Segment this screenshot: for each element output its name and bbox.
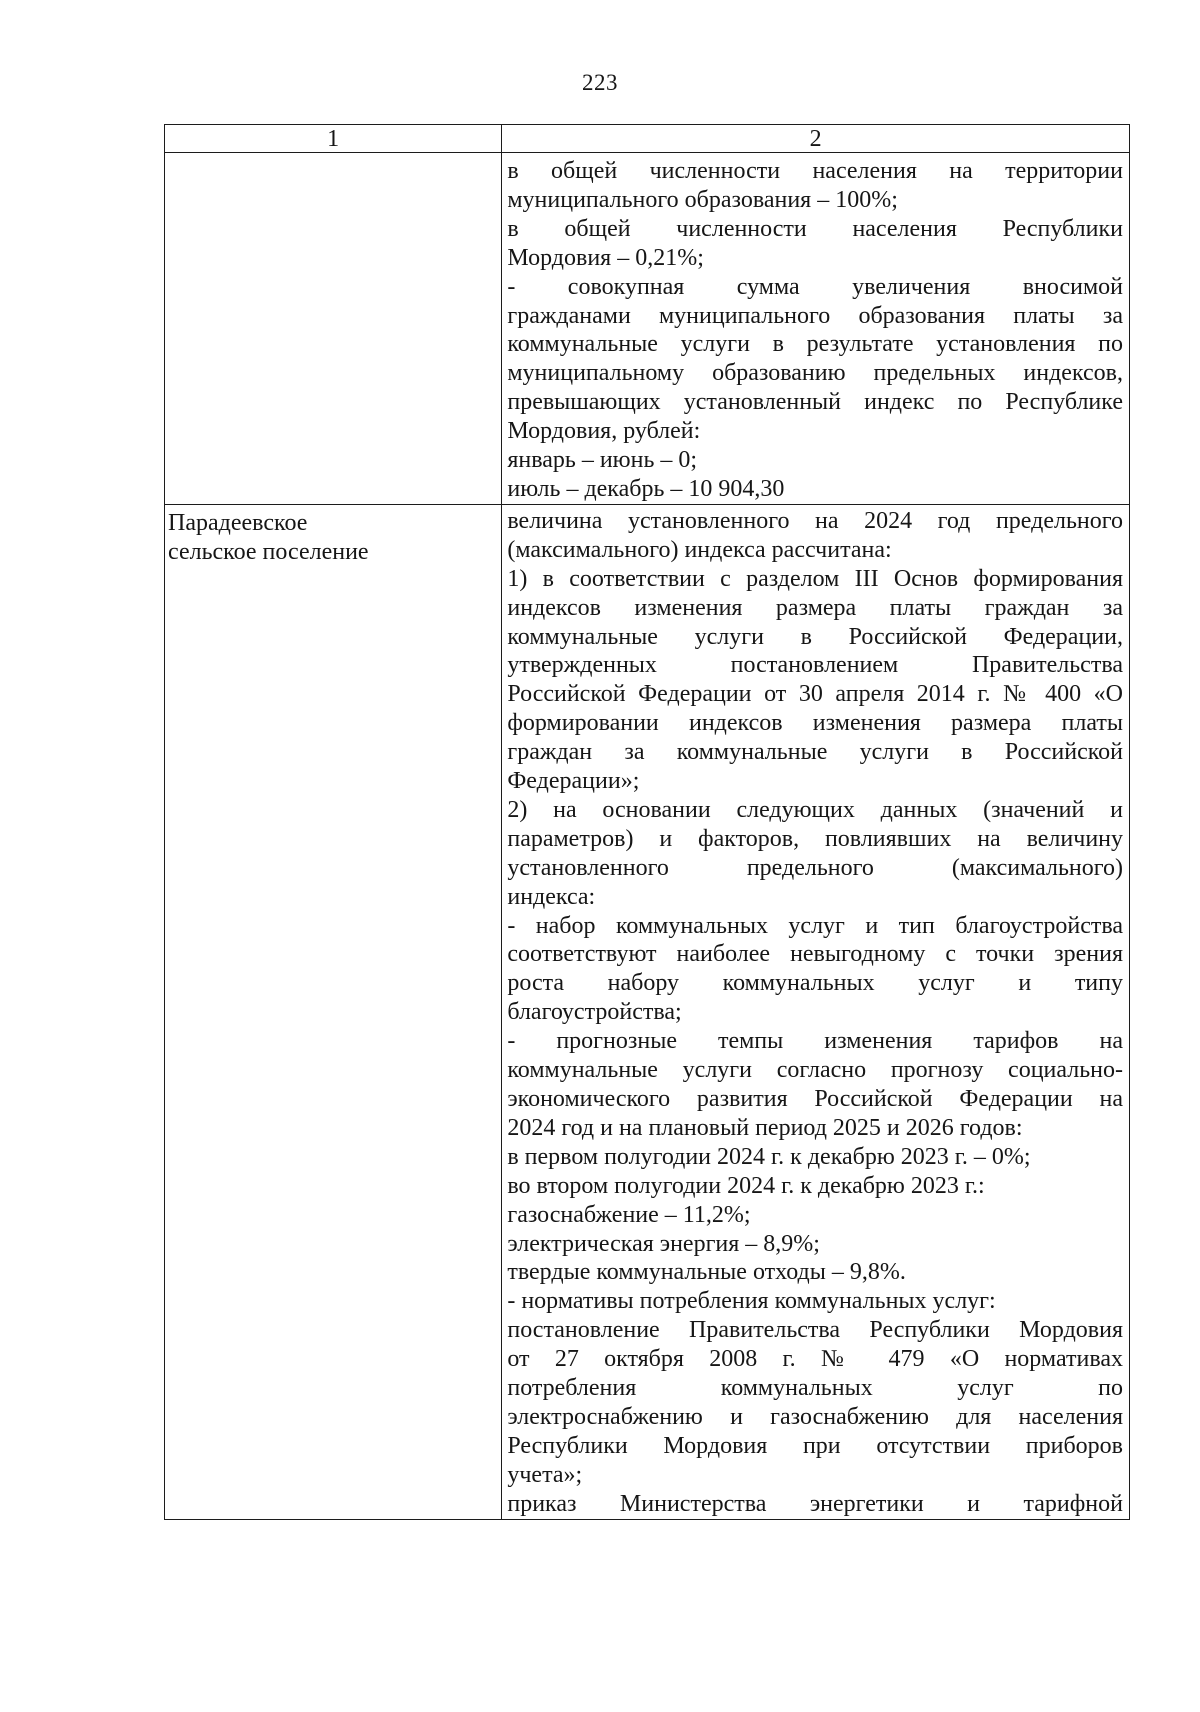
text-line: во втором полугодии 2024 г. к декабрю 2023 г.:	[507, 1172, 985, 1199]
text-line: учета»;	[507, 1461, 583, 1488]
text-line: превышающих установленный индекс по Республике	[507, 389, 1123, 416]
text-line: постановление Правительства Республики Мордовия	[507, 1317, 1123, 1344]
table-header-row	[165, 125, 1130, 153]
text-line: Мордовия, рублей:	[507, 418, 701, 445]
text-line: индексов изменения размера платы граждан за	[507, 594, 1123, 621]
text-line: Мордовия – 0,21%;	[507, 244, 704, 271]
text-line: коммунальные услуги согласно прогнозу социально-	[507, 1057, 1123, 1084]
text-line: в первом полугодии 2024 г. к декабрю 2023 г. – 0%;	[507, 1143, 1031, 1170]
text-line: соответствуют наиболее невыгодному с точки зрения	[507, 941, 1123, 968]
text-line: Российской Федерации от 30 апреля 2014 г. № 400 «О	[507, 681, 1123, 708]
text-line: в общей численности населения на территории	[507, 158, 1123, 184]
text-line: индекса:	[507, 883, 596, 910]
text-line: твердые коммунальные отходы – 9,8%.	[507, 1259, 906, 1286]
text-line: параметров) и факторов, повлиявших на величину	[507, 825, 1123, 852]
text-line: муниципальному образованию предельных индексов,	[507, 360, 1123, 387]
municipality-name-line: Парадеевское	[168, 509, 308, 536]
text-line: утвержденных постановлением Правительства	[507, 652, 1123, 679]
text-line: потребления коммунальных услуг по	[507, 1375, 1123, 1402]
text-line: - нормативы потребления коммунальных услуг:	[507, 1288, 996, 1315]
text-line: 2) на основании следующих данных (значений и	[507, 796, 1123, 823]
text-line: Республики Мордовия при отсутствии приборов	[507, 1432, 1123, 1459]
text-line: установленного предельного (максимального)	[507, 854, 1123, 881]
text-line: граждан за коммунальные услуги в Российской	[507, 739, 1123, 766]
text-line: формировании индексов изменения размера платы	[507, 710, 1123, 737]
text-line: Федерации»;	[507, 768, 640, 795]
column-1-header: 1	[165, 125, 502, 153]
municipality-name-cell	[165, 504, 502, 1519]
text-line: гражданами муниципального образования платы за	[507, 302, 1123, 329]
text-line: (максимального) индекса рассчитана:	[507, 536, 892, 563]
text-line: от 27 октября 2008 г. № 479 «О нормативах	[507, 1346, 1123, 1373]
text-line: 2024 год и на плановый период 2025 и 2026 годов:	[507, 1114, 1023, 1141]
text-line: коммунальные услуги в Российской Федерации,	[507, 623, 1123, 650]
text-line: 1) в соответствии с разделом III Основ формирования	[507, 565, 1123, 592]
text-line: муниципального образования – 100%;	[507, 186, 898, 213]
document-table	[164, 124, 1130, 1520]
text-line: газоснабжение – 11,2%;	[507, 1201, 751, 1228]
text-line: - совокупная сумма увеличения вносимой	[507, 273, 1123, 300]
text-line: роста набору коммунальных услуг и типу	[507, 970, 1123, 997]
text-line: величина установленного на 2024 год предельного	[507, 507, 1123, 534]
column-2-header: 2	[502, 125, 1130, 153]
description-cell	[502, 153, 1130, 505]
text-line: электроснабжению и газоснабжению для населения	[507, 1403, 1123, 1430]
text-line: - прогнозные темпы изменения тарифов на	[507, 1028, 1123, 1055]
text-line: приказ Министерства энергетики и тарифной	[507, 1490, 1123, 1517]
table-row	[165, 153, 1130, 505]
page-number: 223	[582, 70, 618, 95]
text-line: - набор коммунальных услуг и тип благоустройства	[507, 912, 1123, 939]
text-line: коммунальные услуги в результате установления по	[507, 331, 1123, 358]
text-line: январь – июнь – 0;	[507, 447, 698, 474]
text-line: электрическая энергия – 8,9%;	[507, 1230, 820, 1257]
text-line: экономического развития Российской Федерации на	[507, 1086, 1123, 1112]
text-line: благоустройства;	[507, 999, 682, 1026]
description-cell	[502, 504, 1130, 1519]
table-row	[165, 504, 1130, 1519]
municipality-name-line: сельское поселение	[168, 538, 369, 565]
text-line: в общей численности населения Республики	[507, 215, 1123, 242]
text-line: июль – декабрь – 10 904,30	[507, 475, 785, 502]
municipality-name-cell	[165, 153, 502, 505]
